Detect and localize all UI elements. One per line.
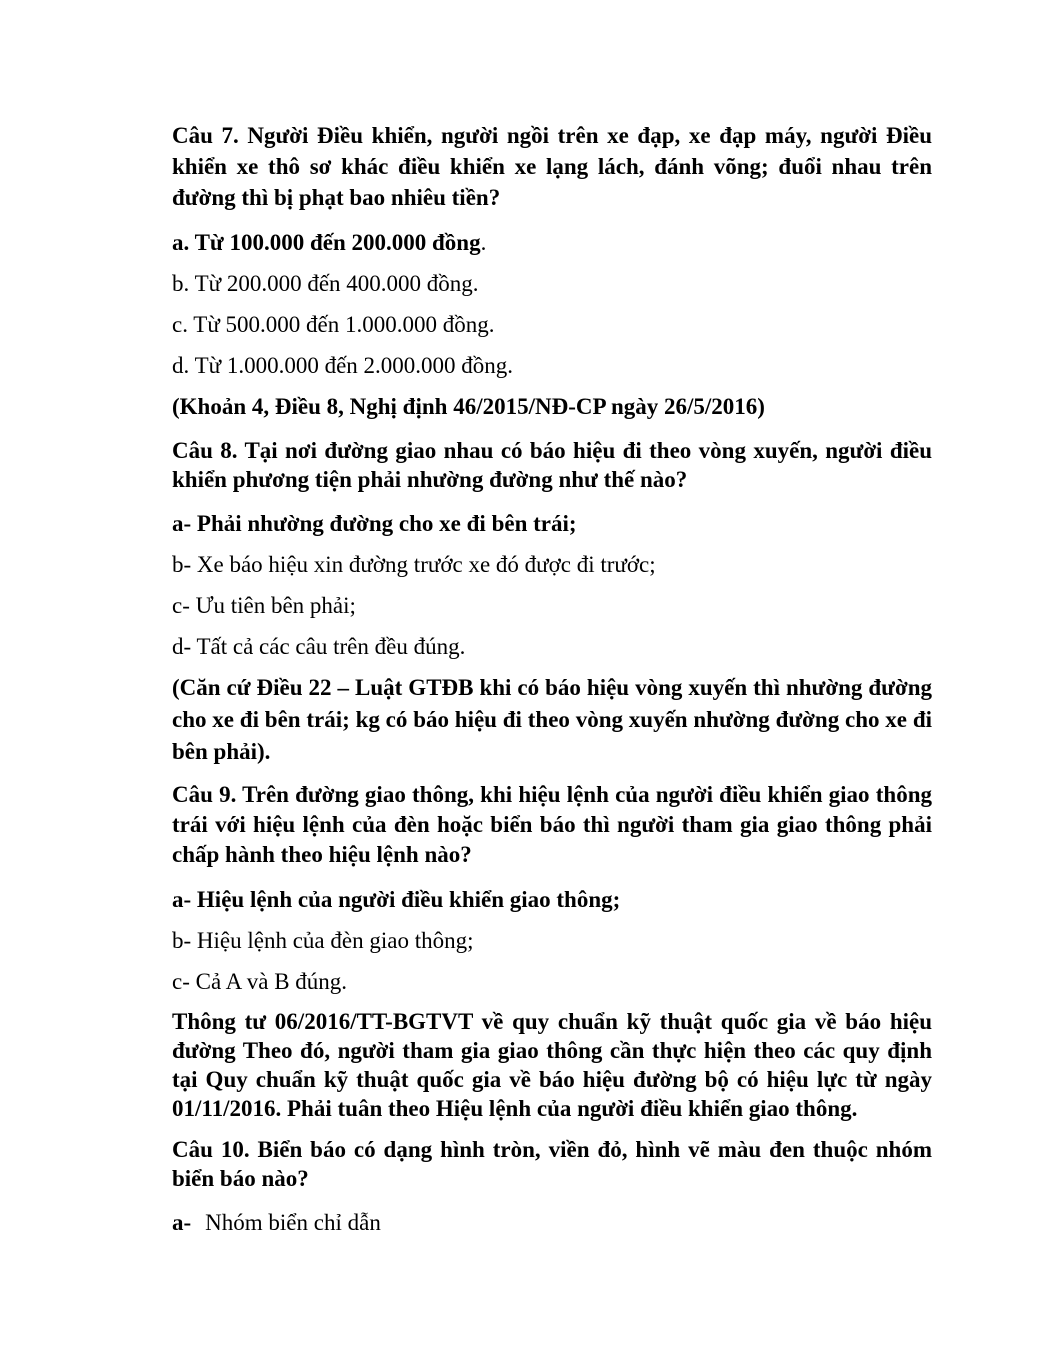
- question-9-option-a: a- Hiệu lệnh của người điều khiển giao thông;: [172, 887, 621, 912]
- question-8-option-c: c- Ưu tiên bên phải;: [172, 593, 356, 618]
- question-7-option-d: d. Từ 1.000.000 đến 2.000.000 đồng.: [172, 353, 514, 378]
- question-10: Câu 10. Biển báo có dạng hình tròn, viền đỏ, hình vẽ màu đen thuộc nhóm biển báo nào?: [172, 1137, 932, 1191]
- option-a-label: a-: [172, 1210, 192, 1235]
- question-9-option-c: c- Cả A và B đúng.: [172, 969, 348, 994]
- question-7: Câu 7. Người Điều khiển, người ngồi trên xe đạp, xe đạp máy, người Điều khiển xe thô sơ khác điều khiển xe lạng lách, đánh võng; đuổi nhau trên đường thì bị phạt bao nhiêu tiền?: [172, 123, 932, 210]
- question-7-option-a: [172, 227, 932, 258]
- question-8: Câu 8. Tại nơi đường giao nhau có báo hiệu đi theo vòng xuyến, người điều khiển phương tiện phải nhường đường như thế nào?: [172, 438, 932, 492]
- question-7-reference: (Khoản 4, Điều 8, Nghị định 46/2015/NĐ-CP ngày 26/5/2016): [172, 394, 765, 419]
- document-page: [172, 120, 932, 1248]
- option-a-text: Nhóm biển chỉ dẫn: [205, 1210, 381, 1235]
- question-9-explanation: Thông tư 06/2016/TT-BGTVT về quy chuẩn kỹ thuật quốc gia về báo hiệu đường Theo đó, người tham gia giao thông cần thực hiện theo các quy định tại Quy chuẩn kỹ thuật quốc gia về báo hiệu đường bộ có hiệu lực từ ngày 01/11/2016. Phải tuân theo Hiệu lệnh của người điều khiển giao thông.: [172, 1009, 932, 1121]
- question-9-option-b: b- Hiệu lệnh của đèn giao thông;: [172, 928, 474, 953]
- option-a-period: .: [480, 230, 487, 255]
- question-7-option-c: c. Từ 500.000 đến 1.000.000 đồng.: [172, 312, 495, 337]
- question-8-option-a: a- Phải nhường đường cho xe đi bên trái;: [172, 511, 577, 536]
- question-8-option-d: d- Tất cả các câu trên đều đúng.: [172, 634, 466, 659]
- question-10-option-a: [172, 1207, 932, 1238]
- question-8-explanation: (Căn cứ Điều 22 – Luật GTĐB khi có báo hiệu vòng xuyến thì nhường đường cho xe đi bên trái; kg có báo hiệu đi theo vòng xuyến nhường đường cho xe đi bên phải).: [172, 675, 932, 764]
- option-a-text: a. Từ 100.000 đến 200.000 đồng: [172, 230, 481, 255]
- question-9: Câu 9. Trên đường giao thông, khi hiệu lệnh của người điều khiển giao thông trái với hiệu lệnh của đèn hoặc biển báo thì người tham gia giao thông phải chấp hành theo hiệu lệnh nào?: [172, 782, 932, 867]
- question-8-option-b: b- Xe báo hiệu xin đường trước xe đó được đi trước;: [172, 552, 656, 577]
- question-7-option-b: b. Từ 200.000 đến 400.000 đồng.: [172, 271, 479, 296]
